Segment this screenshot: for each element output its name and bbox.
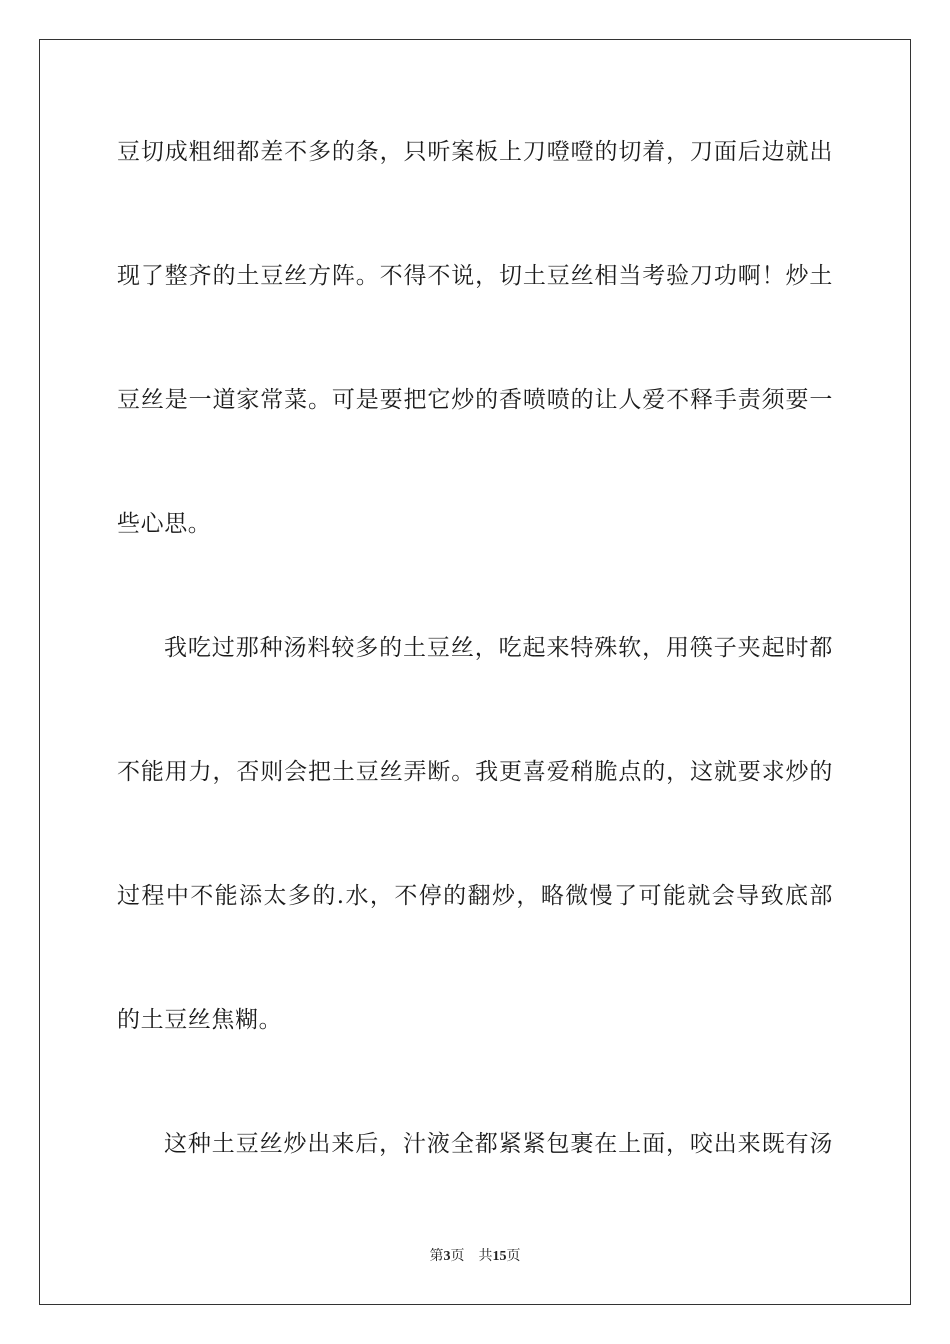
current-page-number: 3: [443, 1249, 451, 1264]
paragraph-first-line: 我吃过那种汤料较多的土豆丝，吃起来特殊软，用筷子夹起时都: [164, 635, 833, 661]
total-label-suffix: 页: [506, 1248, 521, 1264]
body-text-line: 豆丝是一道家常菜。可是要把它炒的香喷喷的让人爱不释手责须要一: [117, 387, 833, 413]
body-text-line: 不能用力，否则会把土豆丝弄断。我更喜爱稍脆点的，这就要求炒的: [117, 759, 833, 785]
total-page-number: 15: [492, 1249, 507, 1264]
page-footer: [0, 1246, 950, 1267]
body-text-line: 豆切成粗细都差不多的条，只听案板上刀噔噔的切着，刀面后边就出: [117, 139, 833, 165]
body-text-line: 些心思。: [117, 511, 212, 537]
page-label-suffix: 页: [450, 1248, 465, 1264]
total-label-prefix: 共: [478, 1248, 493, 1264]
body-text-line: 现了整齐的土豆丝方阵。不得不说，切土豆丝相当考验刀功啊！炒土: [117, 263, 833, 289]
page-border: [39, 39, 911, 1305]
body-text-line: 过程中不能添太多的.水，不停的翻炒，略微慢了可能就会导致底部: [117, 883, 833, 909]
paragraph-first-line: 这种土豆丝炒出来后，汁液全都紧紧包裹在上面，咬出来既有汤: [164, 1131, 833, 1157]
page-label-prefix: 第: [429, 1248, 444, 1264]
body-text-line: 的土豆丝焦糊。: [117, 1007, 283, 1033]
